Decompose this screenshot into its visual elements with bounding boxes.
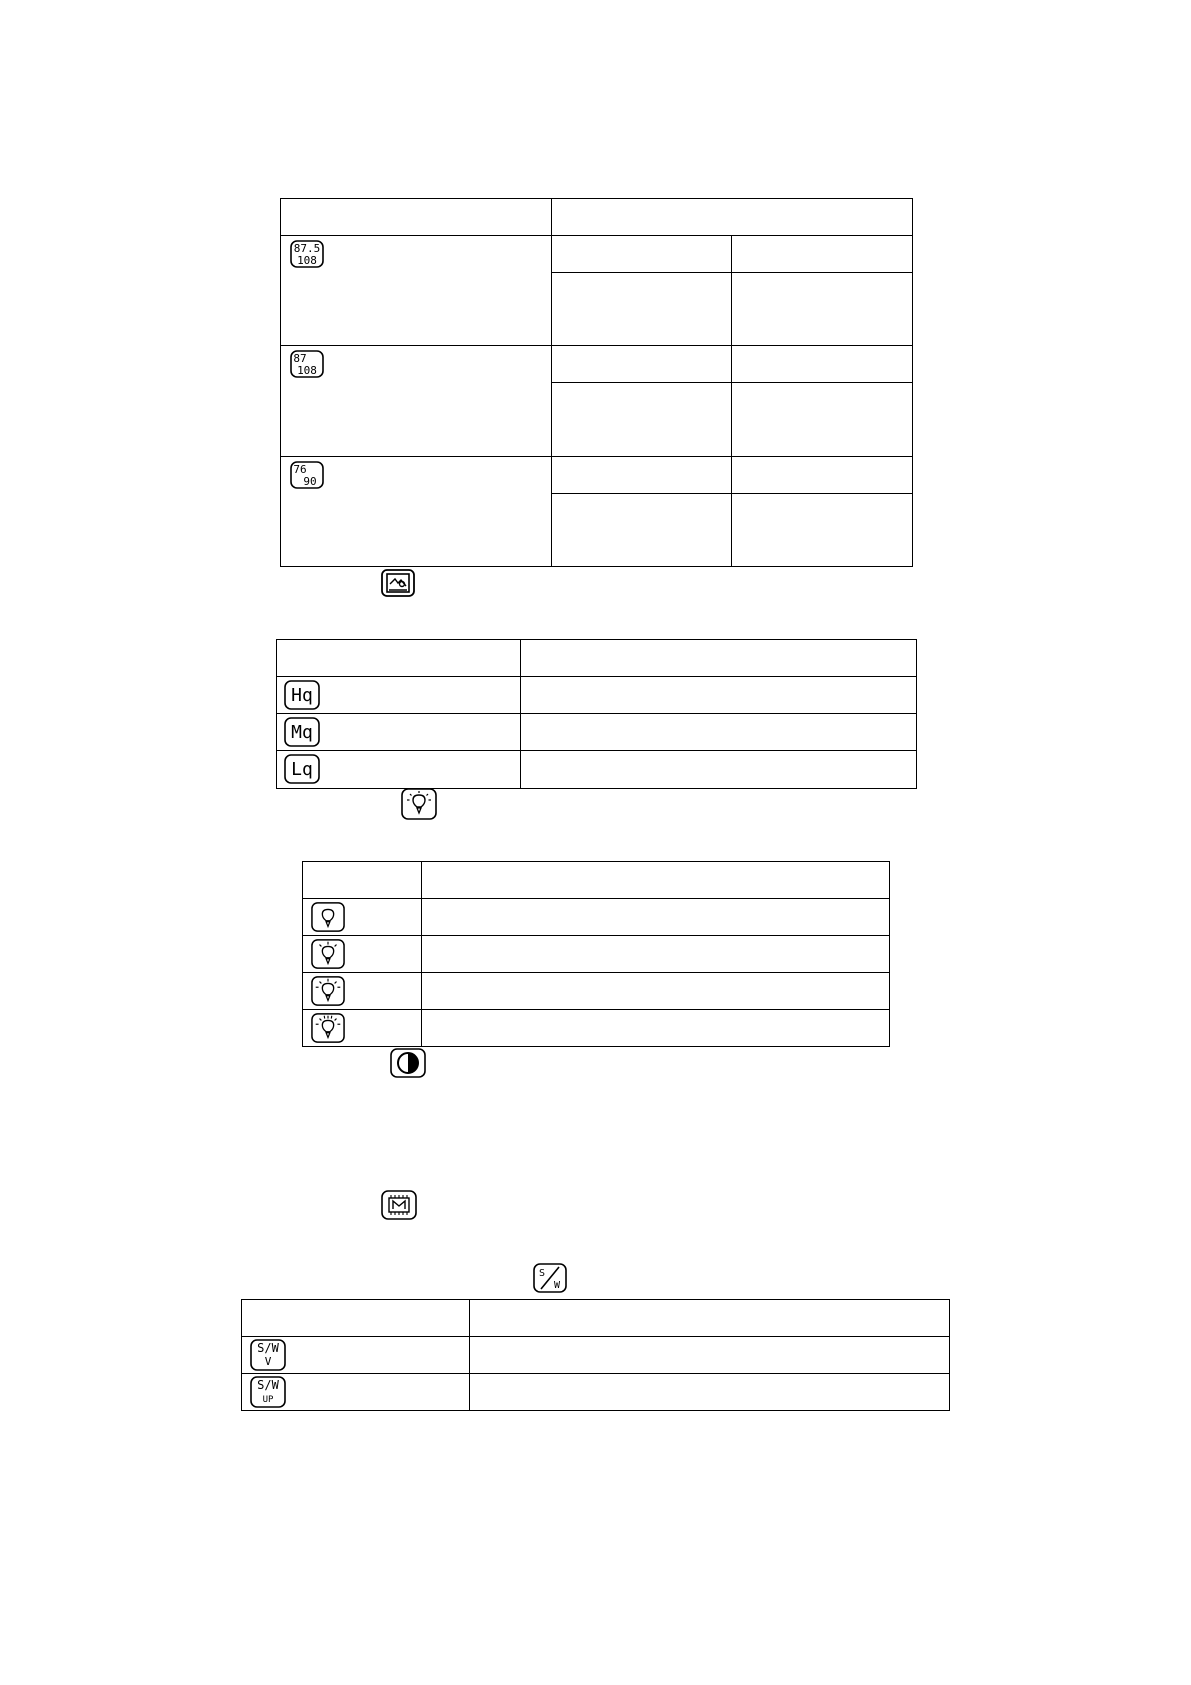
table-cell (281, 456, 552, 566)
software-bottom-label: UP (262, 1395, 274, 1405)
region-bottom-label: 108 (297, 364, 317, 378)
region-87.5-108-icon (290, 240, 324, 268)
brightness-level-1-icon (311, 901, 345, 933)
table-cell (277, 751, 521, 789)
table-cell (470, 1337, 950, 1374)
region-top-label: 87 (293, 352, 307, 366)
table-cell (303, 1010, 422, 1047)
software-update-icon (250, 1376, 286, 1408)
software-table (241, 1299, 950, 1411)
svg-text:S: S (538, 1268, 546, 1279)
quality-label: Mq (291, 722, 313, 743)
brightness-level-2-icon (311, 938, 345, 970)
table-cell (422, 1010, 890, 1047)
table-cell (242, 1374, 470, 1411)
table-cell (303, 899, 422, 936)
region-top-label: 87.5 (293, 242, 321, 256)
region-76-90-icon (290, 461, 324, 489)
table-cell (242, 1337, 470, 1374)
table-cell (732, 493, 913, 566)
brightness-table (302, 861, 890, 1047)
quality-label: Hq (291, 685, 313, 706)
table-row (303, 936, 890, 973)
region-bottom-label: 108 (297, 254, 317, 268)
table-cell (552, 456, 732, 493)
table-cell (732, 456, 913, 493)
table-cell (552, 273, 732, 346)
region-87-108-icon (290, 350, 324, 378)
table-row (242, 1374, 950, 1411)
table-cell (521, 714, 917, 751)
quality-label: Lq (291, 759, 313, 780)
quality-hq-icon (284, 680, 320, 710)
software-version-icon (250, 1339, 286, 1371)
table-header-row (303, 862, 890, 899)
table-cell (277, 677, 521, 714)
table-row (303, 899, 890, 936)
table-cell (552, 346, 732, 383)
memory-chip-icon (381, 1190, 417, 1220)
quality-table (276, 639, 917, 789)
table-cell (281, 236, 552, 346)
fm-region-table (280, 198, 913, 567)
table-header-cell (552, 199, 913, 236)
table-header-cell (521, 640, 917, 677)
region-top-label: 76 (293, 462, 307, 476)
table-row (277, 677, 917, 714)
table-cell (732, 346, 913, 383)
table-header-cell (470, 1300, 950, 1337)
table-row (277, 714, 917, 751)
software-top-label: S/W (257, 1341, 279, 1355)
table-cell (303, 973, 422, 1010)
table-cell (422, 936, 890, 973)
software-bottom-label: V (264, 1355, 272, 1368)
table-header-row (277, 640, 917, 677)
table-header-cell (281, 199, 552, 236)
table-cell (521, 751, 917, 789)
table-cell (552, 493, 732, 566)
table-cell (732, 383, 913, 456)
software-top-label: S/W (257, 1378, 279, 1392)
table-cell (303, 936, 422, 973)
brightness-icon (401, 788, 437, 820)
table-row (242, 1337, 950, 1374)
table-row (281, 346, 913, 383)
table-header-cell (277, 640, 521, 677)
table-header-row (242, 1300, 950, 1337)
contrast-icon (390, 1048, 426, 1078)
table-cell (281, 346, 552, 456)
table-row (303, 973, 890, 1010)
brightness-level-4-icon (311, 1012, 345, 1044)
table-cell (470, 1374, 950, 1411)
quality-mq-icon (284, 717, 320, 747)
table-header-row (281, 199, 913, 236)
table-header-cell (303, 862, 422, 899)
table-header-cell (242, 1300, 470, 1337)
picture-settings-icon (381, 569, 415, 597)
table-row (277, 751, 917, 789)
table-cell (422, 899, 890, 936)
software-icon (533, 1263, 567, 1293)
table-row (281, 456, 913, 493)
table-cell (552, 236, 732, 273)
table-cell (422, 973, 890, 1010)
quality-lq-icon (284, 754, 320, 784)
table-cell (521, 677, 917, 714)
table-cell (732, 273, 913, 346)
table-cell (277, 714, 521, 751)
table-row (281, 236, 913, 273)
svg-text:W: W (553, 1280, 561, 1291)
table-header-cell (422, 862, 890, 899)
table-cell (552, 383, 732, 456)
brightness-level-3-icon (311, 975, 345, 1007)
table-cell (732, 236, 913, 273)
region-bottom-label: 90 (303, 474, 317, 488)
table-row (303, 1010, 890, 1047)
